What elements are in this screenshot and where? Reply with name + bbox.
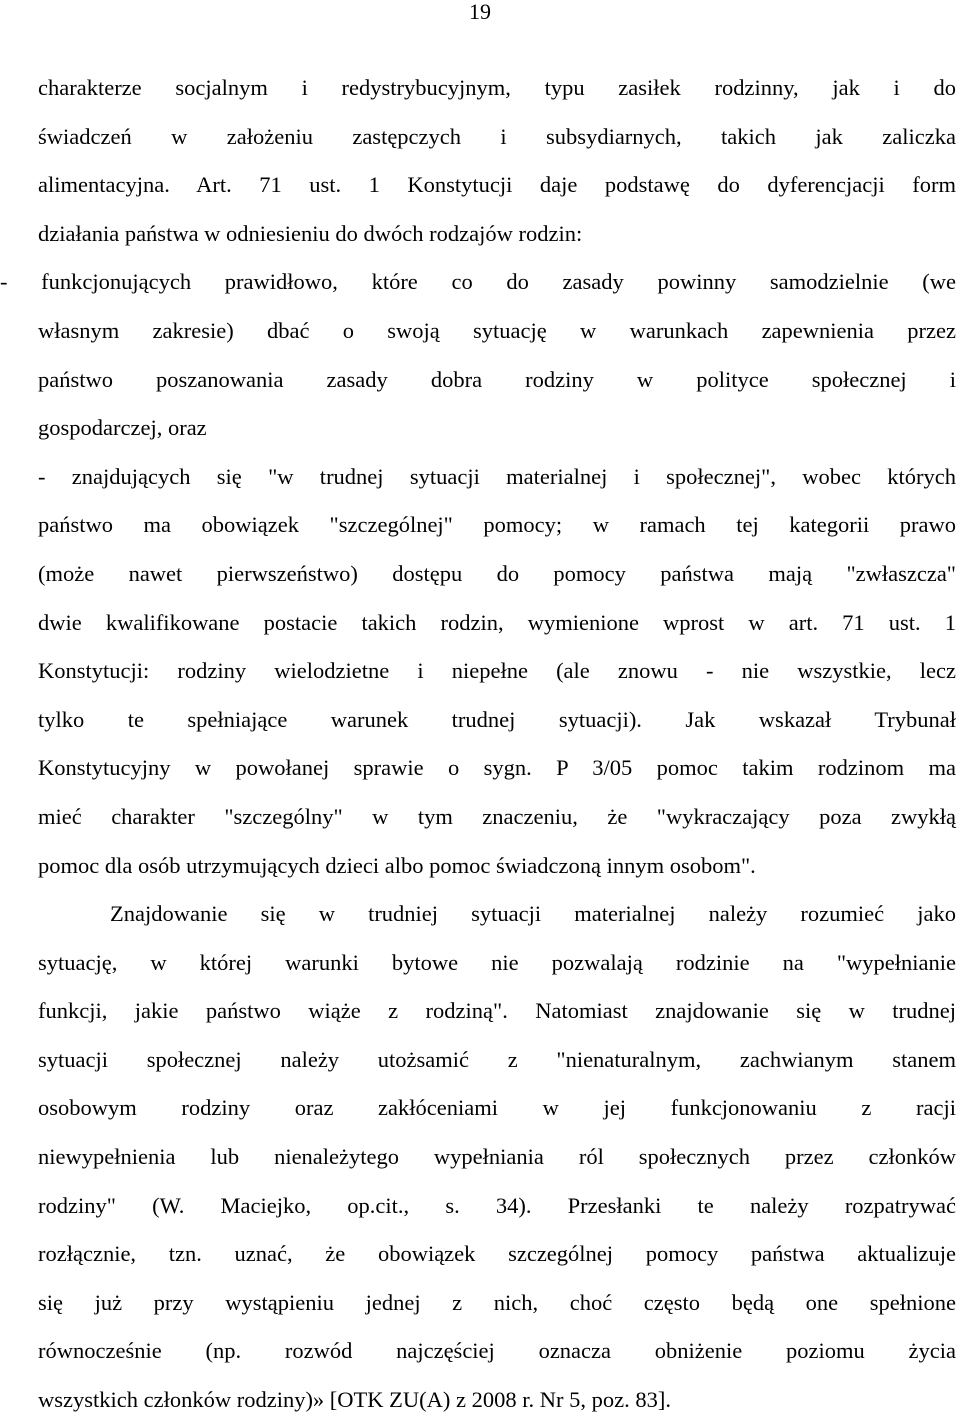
text-line: państwo poszanowania zasady dobra rodziny w polityce społecznej i bbox=[38, 366, 956, 392]
text-line: charakterze socjalnym i redystrybucyjnym, typu zasiłek rodzinny, jak i do bbox=[38, 75, 956, 100]
text-line: rodziny" (W. Maciejko, op.cit., s. 34). Przesłanki te należy rozpatrywać bbox=[38, 1192, 956, 1218]
text-line: równocześnie (np. rozwód najczęściej oznacza obniżenie poziomu życia bbox=[38, 1338, 956, 1364]
page-number: 19 bbox=[469, 0, 491, 24]
text-line: Konstytucyjny w powołanej sprawie o sygn. P 3/05 pomoc takim rodzinom ma bbox=[38, 755, 956, 781]
text-line: dwie kwalifikowane postacie takich rodzin, wymienione wprost w art. 71 ust. 1 bbox=[38, 609, 956, 635]
text-line: funkcji, jakie państwo wiąże z rodziną". Natomiast znajdowanie się w trudnej bbox=[38, 998, 956, 1024]
text-line: wszystkich członków rodziny)» [OTK ZU(A) z 2008 r. Nr 5, poz. 83]. bbox=[38, 1387, 671, 1413]
text-line: własnym zakresie) dbać o swoją sytuację w warunkach zapewnienia przez bbox=[38, 317, 956, 343]
list-item-first-line: - znajdujących się "w trudnej sytuacji materialnej i społecznej", wobec których bbox=[38, 463, 956, 489]
text-line: sytuacji społecznej należy utożsamić z "nienaturalnym, zachwianym stanem bbox=[38, 1046, 956, 1072]
text-line: państwo ma obowiązek "szczególnej" pomocy; w ramach tej kategorii prawo bbox=[38, 512, 956, 538]
text-line: niewypełnienia lub nienależytego wypełniania ról społecznych przez członków bbox=[38, 1144, 956, 1170]
text-line: rozłącznie, tzn. uznać, że obowiązek szczególnej pomocy państwa aktualizuje bbox=[38, 1241, 956, 1267]
text-line: (może nawet pierwszeństwo) dostępu do pomocy państwa mają "zwłaszcza" bbox=[38, 560, 956, 586]
paragraph-first-line: Znajdowanie się w trudniej sytuacji materialnej należy rozumieć jako bbox=[110, 901, 956, 927]
text-line: się już przy wystąpieniu jednej z nich, choć często będą one spełnione bbox=[38, 1289, 956, 1315]
text-line: pomoc dla osób utrzymujących dzieci albo pomoc świadczoną innym osobom". bbox=[38, 852, 756, 878]
list-item-first-line: - funkcjonujących prawidłowo, które co do zasady powinny samodzielnie (we bbox=[0, 269, 956, 295]
text-line: tylko te spełniające warunek trudnej sytuacji). Jak wskazał Trybunał bbox=[38, 706, 956, 732]
text-line: świadczeń w założeniu zastępczych i subsydiarnych, takich jak zaliczka bbox=[38, 123, 956, 149]
text-line: alimentacyjna. Art. 71 ust. 1 Konstytucji daje podstawę do dyferencjacji form bbox=[38, 172, 956, 198]
text-line: Konstytucji: rodziny wielodzietne i niepełne (ale znowu - nie wszystkie, lecz bbox=[38, 658, 956, 684]
text-line: mieć charakter "szczególny" w tym znaczeniu, że "wykraczający poza zwykłą bbox=[38, 803, 956, 829]
text-line: sytuację, w której warunki bytowe nie pozwalają rodzinie na "wypełnianie bbox=[38, 949, 956, 975]
text-line: działania państwa w odniesieniu do dwóch rodzajów rodzin: bbox=[38, 220, 583, 246]
text-line: osobowym rodziny oraz zakłóceniami w jej funkcjonowaniu z racji bbox=[38, 1095, 956, 1121]
document-body bbox=[0, 64, 956, 1425]
text-line: gospodarczej, oraz bbox=[38, 415, 207, 441]
